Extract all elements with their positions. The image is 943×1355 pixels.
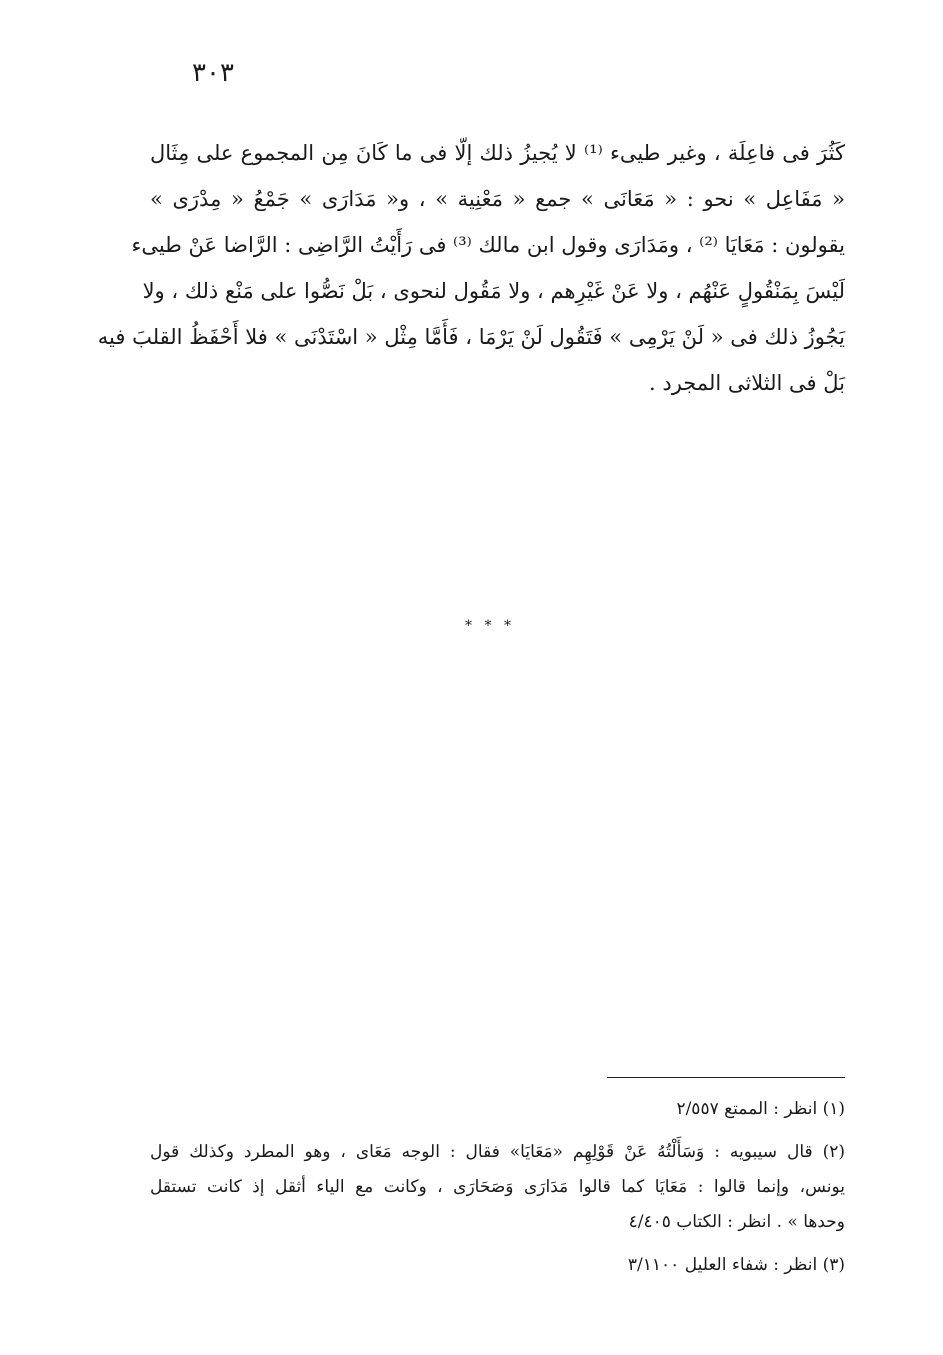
footnotes — [150, 1092, 845, 1283]
footnote-divider — [607, 1077, 845, 1078]
footnote-2-line: يونس، وإنما قالوا : مَعَايَا كما قالوا مَدَارَى وَصَحَارَى ، وكانت مع الياء أثقل إذ كانت تستقل — [150, 1177, 845, 1197]
footnote-2-line: (٢) قال سيبويه : وَسَأَلْتُهُ عَنْ قَوْلِهِم «مَعَايَا» فقال : الوجه مَعَاى ، وهو المطرد وكذلك قول — [150, 1142, 845, 1162]
footnote-1: (١) انظر : الممتع ٢/٥٥٧ — [676, 1099, 845, 1119]
footnote-2-line: وحدها » . انظر : الكتاب ٤/٤٠٥ — [628, 1212, 845, 1232]
section-separator: * * * — [465, 618, 515, 634]
text-line: بَلْ فى الثلاثى المجرد . — [649, 371, 845, 395]
main-text — [97, 130, 845, 406]
footnote-3: (٣) انظر : شفاء العليل ٣/١١٠٠ — [627, 1255, 845, 1275]
text-line: « مَفَاعِل » نحو : « مَعَانَى » جمع « مَعْنِية » ، و« مَدَارَى » جَمْعُ « مِدْرَى » — [150, 187, 845, 211]
text-line: يَجُوزُ ذلك فى « لَنْ يَرْمِى » فَتَقُول لَنْ يَرْمَا ، فَأَمَّا مِثْل « اسْتَدْنَى » فلا أَحْفَظُ القلبَ فيه — [97, 325, 845, 349]
text-line: كَثُرَ فى فاعِلَة ، وغير طيىء ⁽¹⁾ لا يُجيزُ ذلك إلّا فى ما كَانَ مِن المجموع على مِثَال — [150, 141, 845, 165]
text-line: لَيْسَ بِمَنْقُولٍ عَنْهُم ، ولا عَنْ غَيْرِهم ، ولا مَقُول لنحوى ، بَلْ نَصُّوا على مَنْع ذلك ، ولا — [142, 279, 845, 303]
text-line: يقولون : مَعَايَا ⁽²⁾ ، ومَدَارَى وقول ابن مالك ⁽³⁾ فى رَأَيْتُ الرَّاضِى : الرَّاضا عَنْ طيىء — [131, 233, 845, 257]
page-number: ٣٠٣ — [192, 58, 234, 88]
